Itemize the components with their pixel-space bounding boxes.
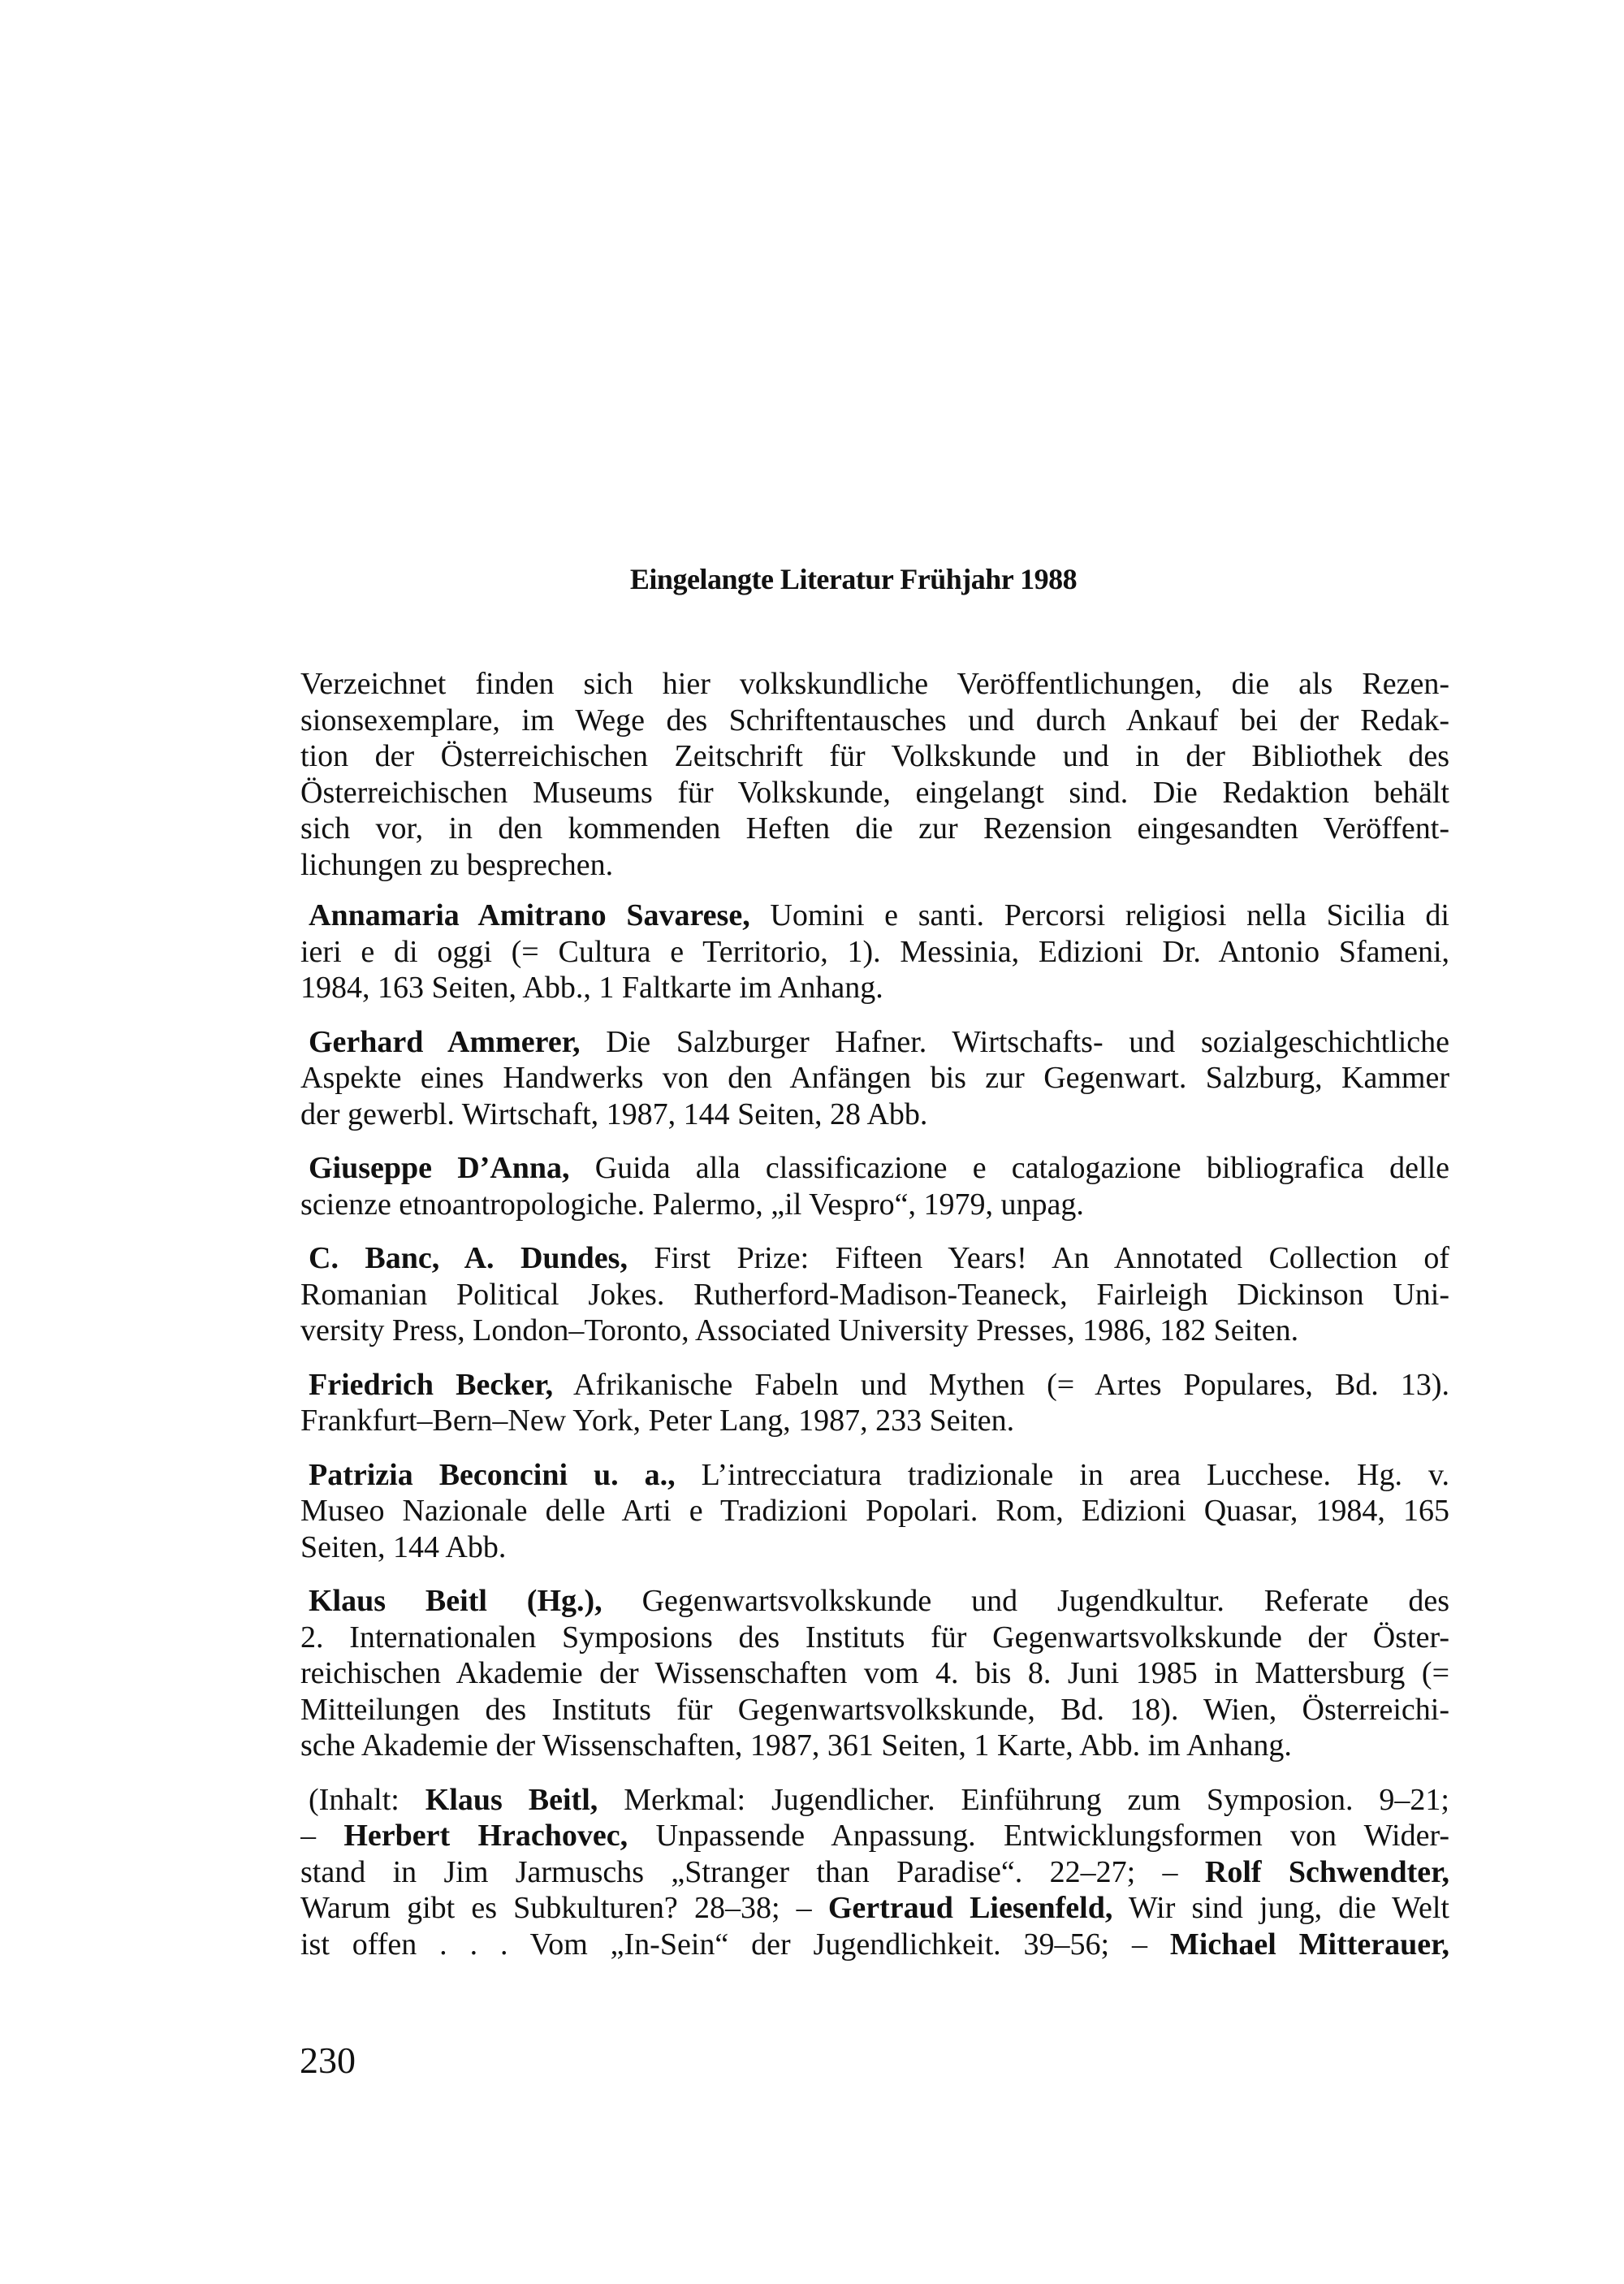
entry-text: sich vor, in den kommenden Heften die zur Rezension eingesandten Veröffent- xyxy=(300,811,1449,846)
entry-text: der gewerbl. Wirtschaft, 1987, 144 Seiten, 28 Abb. xyxy=(300,1097,928,1131)
entry-text: versity Press, London–Toronto, Associated University Presses, 1986, 182 Seiten. xyxy=(300,1313,1299,1347)
text-line xyxy=(300,970,1449,1006)
author-name: Michael Mitterauer, xyxy=(1169,1927,1449,1962)
entry-text: stand in Jim Jarmuschs „Stranger than Paradise“. 22–27; – xyxy=(300,1854,1205,1889)
entry-text: Aspekte eines Handwerks von den Anfängen bis zur Gegenwart. Salzburg, Kammer xyxy=(300,1061,1449,1095)
text-line xyxy=(300,1728,1449,1764)
text-line xyxy=(300,811,1449,847)
bibliography-list xyxy=(300,666,1449,1980)
entry-text: First Prize: Fifteen Years! An Annotated Collection of xyxy=(627,1241,1449,1275)
text-line xyxy=(300,1818,1449,1854)
entry-text: Österreichischen Museums für Volkskunde, eingelangt sind. Die Redaktion behält xyxy=(300,775,1449,810)
entry-text: Frankfurt–Bern–New York, Peter Lang, 1987, 233 Seiten. xyxy=(300,1404,1015,1438)
text-line xyxy=(300,1692,1449,1728)
entry-text: Seiten, 144 Abb. xyxy=(300,1529,507,1564)
author-name: Klaus Beitl (Hg.), xyxy=(309,1584,603,1618)
author-name: C. Banc, A. Dundes, xyxy=(309,1241,628,1275)
page-title: Eingelangte Literatur Frühjahr 1988 xyxy=(629,563,1078,595)
text-line xyxy=(300,738,1449,775)
entry-text: Wir sind jung, die Welt xyxy=(1112,1891,1449,1925)
entry-text: Unpassende Anpassung. Entwicklungsformen von Wider- xyxy=(628,1819,1449,1853)
intro-paragraph xyxy=(300,666,1449,883)
entry-text: 2. Internationalen Symposions des Instituts für Gegenwartsvolkskunde der Öster- xyxy=(300,1620,1449,1655)
text-line xyxy=(300,1493,1449,1529)
author-name: Gertraud Liesenfeld, xyxy=(827,1891,1113,1925)
entry-text: Warum gibt es Subkulturen? 28–38; – xyxy=(300,1891,828,1925)
entry-text: (Inhalt: xyxy=(309,1782,425,1817)
text-line xyxy=(300,1097,1449,1133)
author-name: Gerhard Ammerer, xyxy=(309,1024,581,1059)
author-name: Herbert Hrachovec, xyxy=(343,1819,628,1853)
entry-text: 1984, 163 Seiten, Abb., 1 Faltkarte im Anhang. xyxy=(300,971,883,1005)
entry-text: L’intrecciatura tradizionale in area Lucchese. Hg. v. xyxy=(675,1457,1449,1492)
entry-text: sche Akademie der Wissenschaften, 1987, 361 Seiten, 1 Karte, Abb. im Anhang. xyxy=(300,1728,1292,1763)
text-line xyxy=(300,1457,1449,1494)
entry-text: Romanian Political Jokes. Rutherford-Madison-Teaneck, Fairleigh Dickinson Uni- xyxy=(300,1277,1449,1312)
author-name: Friedrich Becker, xyxy=(309,1367,554,1402)
entry-text: Verzeichnet finden sich hier volkskundliche Veröffentlichungen, die als Rezen- xyxy=(300,667,1449,701)
author-name: Klaus Beitl, xyxy=(425,1782,598,1817)
bibliography-entry xyxy=(300,1024,1449,1133)
entry-text: tion der Österreichischen Zeitschrift für Volkskunde und in der Bibliothek des xyxy=(300,739,1449,773)
author-name: Annamaria Amitrano Savarese, xyxy=(309,898,750,932)
author-name: Rolf Schwendter, xyxy=(1204,1854,1449,1889)
bibliography-entry xyxy=(300,1457,1449,1566)
entry-text: scienze etnoantropologiche. Palermo, „il Vespro“, 1979, unpag. xyxy=(300,1187,1084,1222)
entry-text: Afrikanische Fabeln und Mythen (= Artes Populares, Bd. 13). xyxy=(553,1367,1449,1402)
bibliography-entry xyxy=(300,1782,1449,1963)
entry-text: Museo Nazionale delle Arti e Tradizioni Popolari. Rom, Edizioni Quasar, 1984, 165 xyxy=(300,1494,1449,1528)
text-line xyxy=(300,1529,1449,1566)
text-line xyxy=(300,847,1449,884)
text-line xyxy=(300,1655,1449,1692)
entry-text: Guida alla classificazione e catalogazione bibliografica delle xyxy=(569,1151,1449,1185)
bibliography-entry xyxy=(300,1240,1449,1349)
text-line xyxy=(300,1890,1449,1927)
author-name: Giuseppe D’Anna, xyxy=(309,1151,570,1185)
entry-text: Gegenwartsvolkskunde und Jugendkultur. Referate des xyxy=(602,1584,1449,1618)
text-line xyxy=(300,666,1449,703)
text-line xyxy=(300,1583,1449,1620)
entry-text: Mitteilungen des Instituts für Gegenwartsvolkskunde, Bd. 18). Wien, Österreichi- xyxy=(300,1692,1449,1727)
text-line xyxy=(300,703,1449,739)
text-line xyxy=(300,1024,1449,1061)
bibliography-entry xyxy=(300,1150,1449,1222)
bibliography-entry xyxy=(300,1367,1449,1439)
text-line xyxy=(300,934,1449,971)
entry-text: ieri e di oggi (= Cultura e Territorio, 1). Messinia, Edizioni Dr. Antonio Sfameni, xyxy=(300,934,1449,969)
text-line xyxy=(300,1313,1449,1349)
text-line xyxy=(300,898,1449,934)
entry-text: ist offen . . . Vom „In-Sein“ der Jugendlichkeit. 39–56; – xyxy=(300,1927,1170,1962)
text-line xyxy=(300,1367,1449,1404)
page-number: 230 xyxy=(300,2040,356,2081)
bibliography-entry xyxy=(300,1583,1449,1764)
bibliography-entry xyxy=(300,898,1449,1006)
entry-text: Die Salzburger Hafner. Wirtschafts- und sozialgeschichtliche xyxy=(580,1024,1449,1059)
text-line xyxy=(300,775,1449,811)
text-line xyxy=(300,1403,1449,1439)
entry-text: lichungen zu besprechen. xyxy=(300,847,614,882)
entry-text: reichischen Akademie der Wissenschaften vom 4. bis 8. Juni 1985 in Mattersburg (= xyxy=(300,1656,1449,1690)
text-line xyxy=(300,1240,1449,1277)
text-line xyxy=(300,1854,1449,1891)
text-line xyxy=(300,1620,1449,1656)
author-name: Patrizia Beconcini u. a., xyxy=(309,1457,676,1492)
text-line xyxy=(300,1782,1449,1819)
text-line xyxy=(300,1927,1449,1963)
text-line xyxy=(300,1187,1449,1223)
entry-text: Merkmal: Jugendlicher. Einführung zum Symposion. 9–21; xyxy=(598,1782,1449,1817)
text-line xyxy=(300,1277,1449,1313)
entry-text: – xyxy=(300,1819,344,1853)
entry-text: sionsexemplare, im Wege des Schriftentausches und durch Ankauf bei der Redak- xyxy=(300,703,1449,738)
text-line xyxy=(300,1150,1449,1187)
entry-text: Uomini e santi. Percorsi religiosi nella Sicilia di xyxy=(749,898,1449,932)
text-line xyxy=(300,1060,1449,1097)
